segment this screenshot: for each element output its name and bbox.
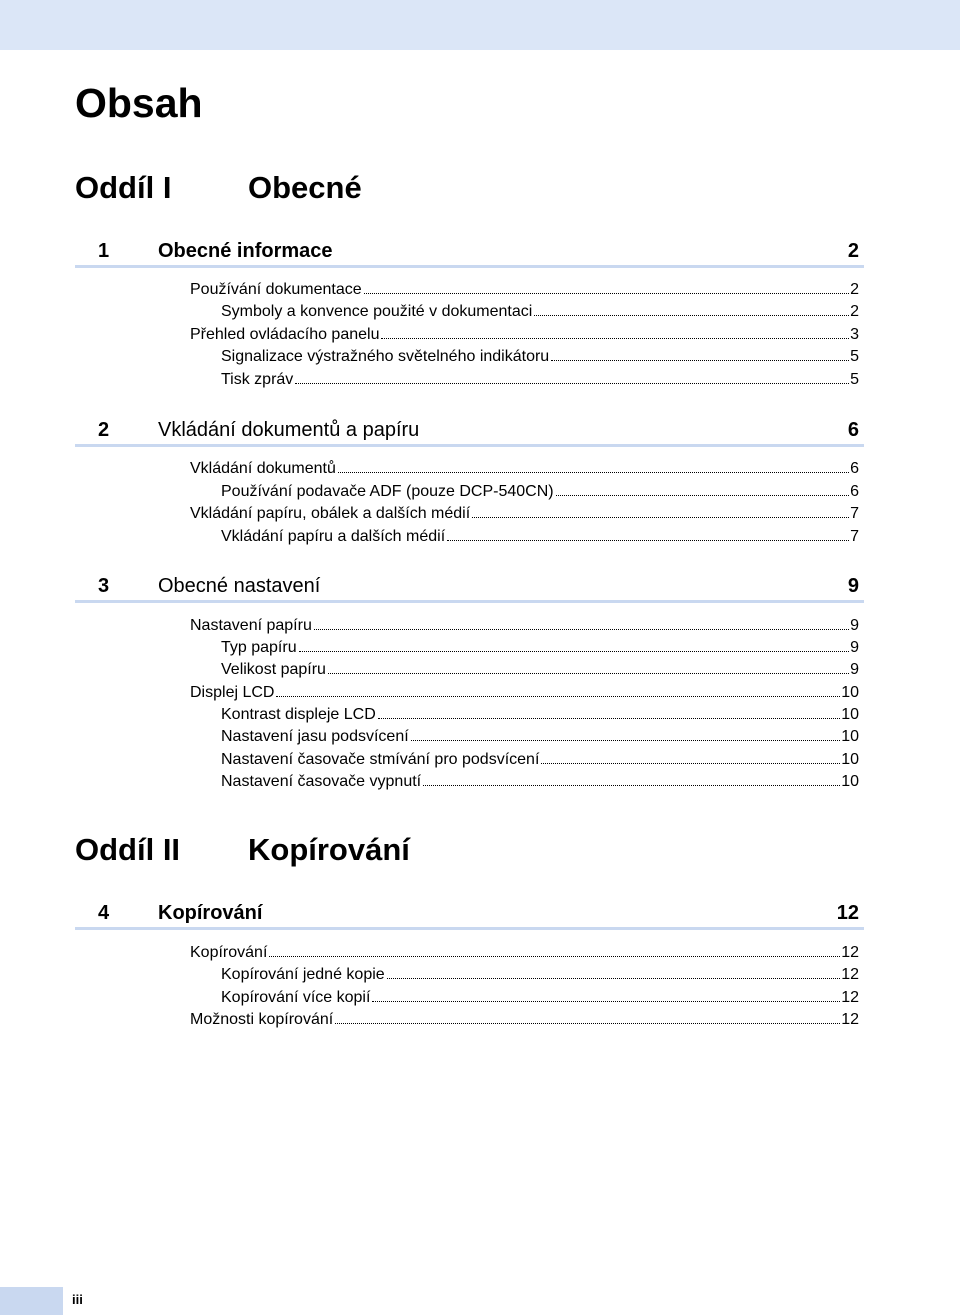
entry-page: 10 bbox=[841, 751, 859, 768]
entry-page: 5 bbox=[850, 348, 859, 365]
entry-title: Symboly a konvence použité v dokumentaci bbox=[221, 303, 533, 320]
dot-leader bbox=[423, 785, 840, 786]
chapter-number: 3 bbox=[98, 575, 110, 597]
dot-leader bbox=[314, 629, 849, 630]
toc-entry[interactable] bbox=[190, 279, 859, 301]
entry-title: Displej LCD bbox=[190, 684, 275, 701]
part-name: Kopírování bbox=[248, 832, 410, 867]
entry-page: 3 bbox=[850, 326, 859, 343]
toc-entry[interactable] bbox=[221, 659, 859, 681]
toc-entry[interactable] bbox=[221, 749, 859, 771]
dot-leader bbox=[534, 315, 849, 316]
entry-title: Nastavení jasu podsvícení bbox=[221, 728, 409, 745]
page-number-marker bbox=[0, 1287, 63, 1315]
entry-title: Možnosti kopírování bbox=[190, 1011, 334, 1028]
toc-entry[interactable] bbox=[221, 771, 859, 793]
part-number: Oddíl I bbox=[75, 170, 172, 205]
chapter-title: Obecné nastavení bbox=[158, 575, 321, 597]
entry-page: 9 bbox=[850, 661, 859, 678]
entry-page: 10 bbox=[841, 706, 859, 723]
chapter-title: Kopírování bbox=[158, 902, 263, 924]
header-band bbox=[0, 0, 960, 50]
entry-title: Nastavení časovače vypnutí bbox=[221, 773, 422, 790]
chapter-page: 2 bbox=[847, 240, 859, 262]
entry-title: Kopírování více kopií bbox=[221, 989, 371, 1006]
entry-page: 5 bbox=[850, 371, 859, 388]
dot-leader bbox=[335, 1023, 840, 1024]
entry-title: Nastavení časovače stmívání pro podsvícení bbox=[221, 751, 540, 768]
dot-leader bbox=[411, 740, 841, 741]
chapter-number: 1 bbox=[98, 240, 110, 262]
part-name: Obecné bbox=[248, 170, 362, 205]
page-title: Obsah bbox=[75, 80, 203, 126]
toc-entry[interactable] bbox=[221, 964, 859, 986]
entry-title: Nastavení papíru bbox=[190, 617, 312, 634]
part-number: Oddíl II bbox=[75, 832, 181, 867]
entry-title: Kopírování bbox=[190, 944, 268, 961]
dot-leader bbox=[364, 293, 849, 294]
dot-leader bbox=[276, 696, 840, 697]
entry-title: Používání dokumentace bbox=[190, 281, 362, 298]
entry-title: Tisk zpráv bbox=[221, 371, 294, 388]
entry-title: Používání podavače ADF (pouze DCP-540CN) bbox=[221, 483, 554, 500]
toc-entry[interactable] bbox=[221, 526, 859, 548]
dot-leader bbox=[472, 517, 849, 518]
toc-entry[interactable] bbox=[221, 704, 859, 726]
dot-leader bbox=[372, 1001, 840, 1002]
chapter-number: 4 bbox=[98, 902, 110, 924]
toc-entry[interactable] bbox=[221, 987, 859, 1009]
chapter-heading-4[interactable] bbox=[75, 899, 864, 930]
entry-page: 7 bbox=[850, 528, 859, 545]
chapter-page: 12 bbox=[836, 902, 859, 924]
toc-entry[interactable] bbox=[190, 324, 859, 346]
toc-entry[interactable] bbox=[221, 481, 859, 503]
entry-page: 10 bbox=[841, 728, 859, 745]
dot-leader bbox=[447, 540, 849, 541]
entry-page: 12 bbox=[841, 944, 859, 961]
dot-leader bbox=[269, 956, 840, 957]
page-number: iii bbox=[72, 1292, 83, 1307]
entry-title: Velikost papíru bbox=[221, 661, 326, 678]
entry-page: 12 bbox=[841, 989, 859, 1006]
entry-page: 2 bbox=[850, 303, 859, 320]
entry-title: Přehled ovládacího panelu bbox=[190, 326, 380, 343]
toc-entry[interactable] bbox=[190, 503, 859, 525]
chapter-heading-1[interactable] bbox=[75, 237, 864, 268]
entry-page: 10 bbox=[841, 684, 859, 701]
dot-leader bbox=[381, 338, 849, 339]
toc-entry[interactable] bbox=[221, 301, 859, 323]
chapter-title: Obecné informace bbox=[158, 240, 333, 262]
toc-entry[interactable] bbox=[221, 369, 859, 391]
toc-entry[interactable] bbox=[190, 942, 859, 964]
entry-title: Kopírování jedné kopie bbox=[221, 966, 385, 983]
dot-leader bbox=[299, 651, 849, 652]
dot-leader bbox=[551, 360, 849, 361]
chapter-number: 2 bbox=[98, 419, 110, 441]
toc-entry[interactable] bbox=[221, 726, 859, 748]
toc-entry[interactable] bbox=[190, 458, 859, 480]
toc-entry[interactable] bbox=[190, 682, 859, 704]
entry-title: Vkládání papíru a dalších médií bbox=[221, 528, 446, 545]
entry-page: 12 bbox=[841, 966, 859, 983]
entry-title: Vkládání dokumentů bbox=[190, 460, 336, 477]
entry-page: 6 bbox=[850, 460, 859, 477]
entry-page: 7 bbox=[850, 505, 859, 522]
entry-title: Kontrast displeje LCD bbox=[221, 706, 376, 723]
dot-leader bbox=[295, 383, 849, 384]
chapter-heading-3[interactable] bbox=[75, 572, 864, 603]
toc-entry[interactable] bbox=[190, 615, 859, 637]
entry-page: 10 bbox=[841, 773, 859, 790]
entry-page: 9 bbox=[850, 639, 859, 656]
toc-entry[interactable] bbox=[221, 637, 859, 659]
toc-entry[interactable] bbox=[221, 346, 859, 368]
dot-leader bbox=[556, 495, 849, 496]
dot-leader bbox=[338, 472, 849, 473]
entry-title: Signalizace výstražného světelného indikátoru bbox=[221, 348, 550, 365]
dot-leader bbox=[387, 978, 841, 979]
dot-leader bbox=[541, 763, 840, 764]
dot-leader bbox=[328, 673, 849, 674]
entry-title: Vkládání papíru, obálek a dalších médií bbox=[190, 505, 471, 522]
entry-page: 12 bbox=[841, 1011, 859, 1028]
entry-page: 9 bbox=[850, 617, 859, 634]
dot-leader bbox=[378, 718, 840, 719]
chapter-heading-2[interactable] bbox=[75, 416, 864, 447]
chapter-title: Vkládání dokumentů a papíru bbox=[158, 419, 420, 441]
entry-page: 6 bbox=[850, 483, 859, 500]
chapter-page: 9 bbox=[847, 575, 859, 597]
entry-page: 2 bbox=[850, 281, 859, 298]
toc-entry[interactable] bbox=[190, 1009, 859, 1031]
entry-title: Typ papíru bbox=[221, 639, 297, 656]
chapter-page: 6 bbox=[847, 419, 859, 441]
